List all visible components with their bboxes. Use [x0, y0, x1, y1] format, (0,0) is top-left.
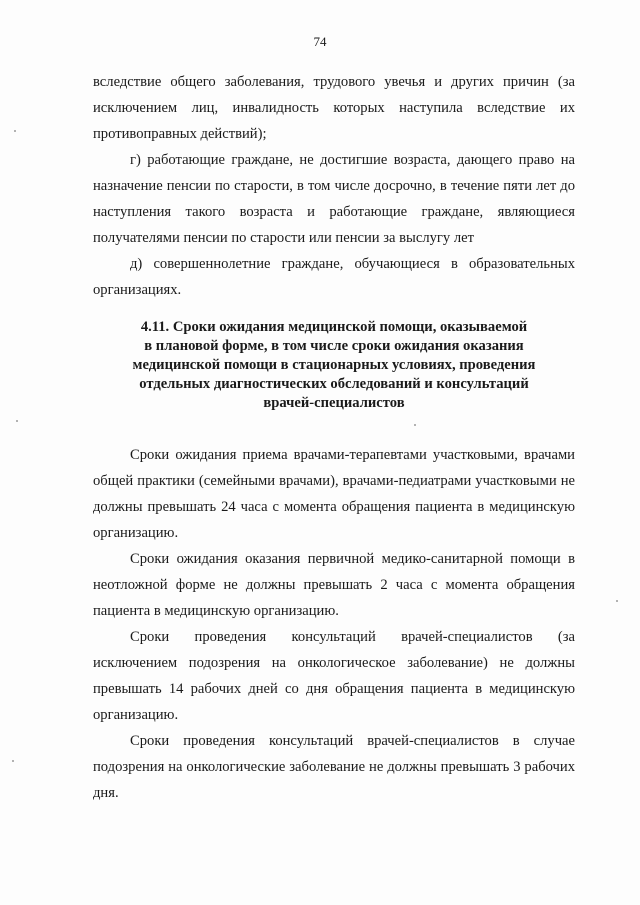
- paragraph-specialist-consultations: Сроки проведения консультаций врачей-специалистов (за исключением подозрения на онкологическое заболевание) не должны превышать 14 рабочих дней со дня обращения пациента в медицинскую организацию.: [93, 629, 575, 723]
- continuation-paragraph: вследствие общего заболевания, трудового увечья и других причин (за исключением лиц, инвалидность которых наступила вследствие их противоправных действий);: [93, 74, 575, 142]
- paragraph-oncology-consultations: Сроки проведения консультаций врачей-специалистов в случае подозрения на онкологические заболевание не должны превышать 3 рабочих дня.: [93, 733, 575, 801]
- top-text-block: [93, 69, 575, 303]
- scan-speck: [616, 600, 618, 602]
- section-heading-line: отдельных диагностических обследований и консультаций: [139, 376, 529, 392]
- scan-speck: [14, 130, 16, 132]
- paragraph-waiting-urgent: Сроки ожидания оказания первичной медико-санитарной помощи в неотложной форме не должны превышать 2 часа с момента обращения пациента в медицинскую организацию.: [93, 551, 575, 619]
- scan-speck: [12, 760, 14, 762]
- list-item-d: д) совершеннолетние граждане, обучающиеся в образовательных организациях.: [93, 256, 575, 298]
- scan-speck: [414, 424, 416, 426]
- section-heading-line: врачей-специалистов: [263, 395, 405, 411]
- body-text-block: [93, 442, 575, 806]
- list-item-g: г) работающие граждане, не достигшие возраста, дающего право на назначение пенсии по старости, в том числе досрочно, в течение пяти лет до наступления такого возраста и работающие граждане, являющиеся получателями пенсии по старости или пенсии за выслугу лет: [93, 152, 575, 246]
- scan-speck: [16, 420, 18, 422]
- section-heading-line: медицинской помощи в стационарных условиях, проведения: [132, 357, 536, 373]
- section-heading-line: в плановой форме, в том числе сроки ожидания оказания: [144, 338, 524, 354]
- page-number: 74: [313, 34, 327, 49]
- section-heading: [93, 318, 575, 413]
- paragraph-waiting-therapists: Сроки ожидания приема врачами-терапевтами участковыми, врачами общей практики (семейными врачами), врачами-педиатрами участковыми не должны превышать 24 часа с момента обращения пациента в медицинскую организацию.: [93, 447, 575, 541]
- section-heading-line: 4.11. Сроки ожидания медицинской помощи, оказываемой: [140, 319, 528, 335]
